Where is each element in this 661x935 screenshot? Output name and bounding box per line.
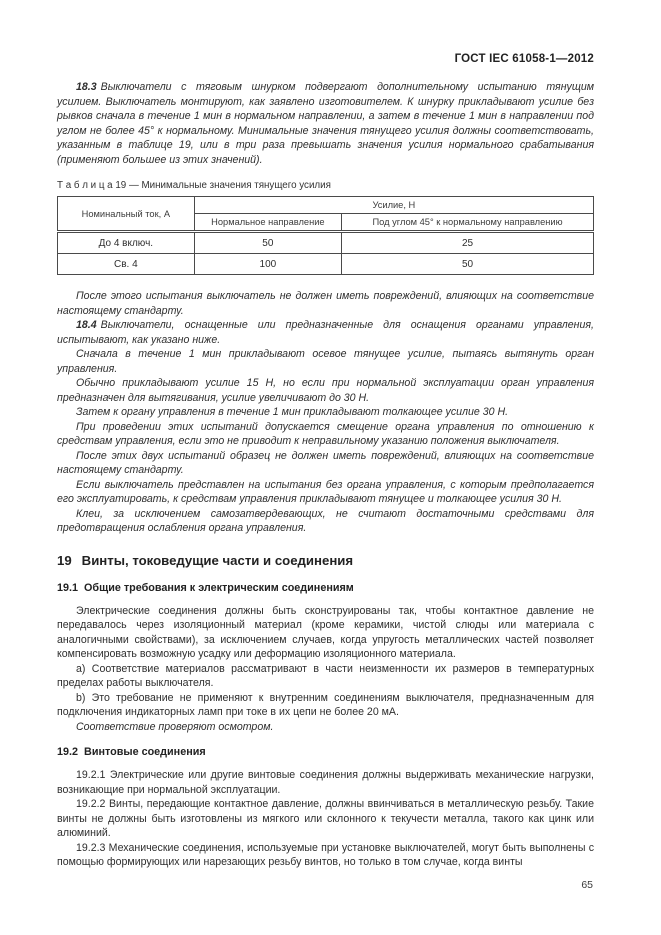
col-header-angle-direction: Под углом 45° к нормальному направлению xyxy=(342,214,594,232)
cell-current-range: До 4 включ. xyxy=(58,232,195,254)
paragraph-push-force: Затем к органу управления в течение 1 мин прикладывают толкающее усилие 30 Н. xyxy=(76,406,509,418)
table-19 xyxy=(57,196,594,275)
cell-force-normal: 100 xyxy=(194,254,341,275)
paragraph-19-2-1: 19.2.1 Электрические или другие винтовые соединения должны выдерживать механические нагрузки, возникающие при нормальной эксплуатации. xyxy=(57,769,594,796)
table-19-caption: Т а б л и ц а 19 — Минимальные значения тянущего усилия xyxy=(57,180,331,191)
cell-force-angle: 50 xyxy=(342,254,594,275)
paragraph-19-2-2: 19.2.2 Винты, передающие контактное давление, должны ввинчиваться в металлическую резьбу. Такие винты не должны быть изготовлены из мягкого или склонного к текучести металла, такого как цинк или алюминий. xyxy=(57,798,594,839)
clause-number-18-3: 18.3 xyxy=(76,81,97,93)
paragraph-glue: Клеи, за исключением самозатвердевающих, не считают достаточными средствами для предотвращения ослабления органа управления. xyxy=(57,507,594,534)
col-header-normal-direction: Нормальное направление xyxy=(194,214,341,232)
subsection-19-2-title: Винтовые соединения xyxy=(84,746,206,758)
col-header-nominal-current: Номинальный ток, А xyxy=(58,197,195,232)
section-19-number: 19 xyxy=(57,552,72,568)
paragraph-after-two-tests: После этих двух испытаний образец не должен иметь повреждений, влияющих на соответствие настоящему стандарту. xyxy=(57,449,594,476)
subsection-19-1-number: 19.1 xyxy=(57,581,79,594)
paragraph-19-1-intro: Электрические соединения должны быть сконструированы так, чтобы контактное давление не передавалось через изоляционный материал (кроме керамики, чистой слюды или материала с аналогичными свойствами), за исключением случаев, когда упругость металлических частей позволяет компенсировать возможную усадку или деформацию изоляционного материала. xyxy=(57,604,594,660)
paragraph-axial-pull: Сначала в течение 1 мин прикладывают осевое тянущее усилие, пытаясь вытянуть орган управления. xyxy=(57,348,594,375)
standard-number: ГОСТ IEC 61058-1—2012 xyxy=(454,53,594,65)
paragraph-compliance-check: Соответствие проверяют осмотром. xyxy=(76,720,274,733)
section-19-heading xyxy=(57,553,594,568)
cell-force-angle: 25 xyxy=(342,232,594,254)
table-row xyxy=(58,254,594,275)
paragraph-without-actuator: Если выключатель представлен на испытания без органа управления, с которым предполагается его эксплуатировать, к средствам управления прикладывают тянущее и толкающее усилия 30 Н. xyxy=(57,478,594,505)
subsection-19-1-title: Общие требования к электрическим соединениям xyxy=(84,581,354,594)
section-19-title: Винты, токоведущие части и соединения xyxy=(81,552,354,568)
clause-number-18-4: 18.4 xyxy=(76,319,97,331)
table-header-row-1 xyxy=(58,197,594,214)
paragraph-18-4 xyxy=(57,318,594,347)
paragraph-18-3 xyxy=(57,80,594,167)
page-header xyxy=(57,53,594,65)
subsection-19-1-heading xyxy=(57,582,594,594)
paragraph-displacement: При проведении этих испытаний допускается смещение органа управления по отношению к средствам управления, если это не приводит к неправильному указанию положения выключателя. xyxy=(57,420,594,447)
paragraph-usual-force: Обычно прикладывают усилие 15 Н, но если при нормальной эксплуатации орган управления предназначен для вытягивания, усилие увеличивают до 30 Н. xyxy=(57,377,594,404)
table-row xyxy=(58,232,594,254)
page-number: 65 xyxy=(581,878,593,891)
paragraph-19-1-item-b: b) Это требование не применяют к внутренним соединениям выключателя, предназначенным для подключения индикаторных ламп при токе в их цепи не более 20 мА. xyxy=(57,691,594,718)
col-header-force-group: Усилие, Н xyxy=(194,197,593,214)
subsection-19-2-number: 19.2 xyxy=(57,746,79,758)
cell-force-normal: 50 xyxy=(194,232,341,254)
subsection-19-2-heading xyxy=(57,746,594,758)
paragraph-18-3-text: Выключатели с тяговым шнурком подвергают дополнительному испытанию тянущим усилием. Выключатель монтируют, как заявлено изготовителем. К шнурку прикладывают усилие без рывков сначала в течение 1 мин в нормальном направлении, а затем в течение 1 мин в направлении под углом не более 45° к нормальному. Минимальные значения тянущего усилия должны соответствовать, указанным в таблице 19, или в три раза превышать значения усилия нормального срабатывания (применяют большее из этих значений). xyxy=(57,81,594,166)
paragraph-19-1-item-a: а) Соответствие материалов рассматривают в части неизменности их размеров в температурных пределах работы выключателя. xyxy=(57,662,594,689)
cell-current-range: Св. 4 xyxy=(58,254,195,275)
paragraph-after-table: После этого испытания выключатель не должен иметь повреждений, влияющих на соответствие настоящему стандарту. xyxy=(57,290,594,317)
paragraph-19-2-3: 19.2.3 Механические соединения, используемые при установке выключателей, могут быть выполнены с помощью формирующих или нарезающих резьбу винтов, но только в том случае, когда винты xyxy=(57,841,594,868)
paragraph-18-4-text: Выключатели, оснащенные или предназначенные для оснащения органами управления, испытывают, как указано ниже. xyxy=(57,319,594,346)
